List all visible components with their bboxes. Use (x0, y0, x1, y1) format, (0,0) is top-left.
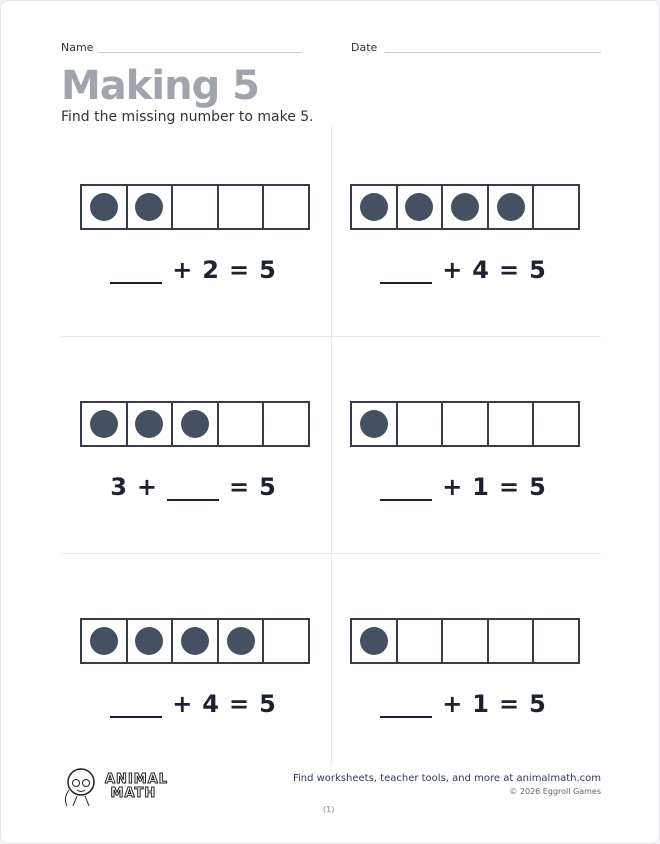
five-frame (350, 184, 580, 230)
frame-cell (173, 620, 219, 662)
page-number: (1) (323, 805, 335, 814)
equation-term: 5 (259, 473, 276, 501)
five-frame (80, 184, 310, 230)
equation-term: 4 (472, 256, 489, 284)
counter-dot (360, 193, 388, 221)
five-frame (350, 401, 580, 447)
animal-math-logo (61, 766, 168, 808)
equation-term: 1 (472, 690, 489, 718)
equation (348, 473, 578, 501)
equation (78, 473, 308, 501)
equation (348, 256, 578, 284)
equation-term: 5 (529, 473, 546, 501)
counter-dot (181, 627, 209, 655)
equation-term: + (136, 473, 157, 501)
answer-blank[interactable] (110, 694, 162, 718)
frame-cell (352, 403, 398, 445)
frame-cell (534, 403, 578, 445)
equation-term: = (499, 690, 520, 718)
answer-blank[interactable] (380, 694, 432, 718)
counter-dot (497, 193, 525, 221)
frame-cell (489, 186, 535, 228)
girl-mascot-icon (61, 766, 101, 808)
frame-cell (489, 403, 535, 445)
counter-dot (451, 193, 479, 221)
equation-term: 4 (202, 690, 219, 718)
counter-dot (135, 627, 163, 655)
frame-cell (173, 403, 219, 445)
frame-cell (264, 186, 308, 228)
equation-term: + (442, 256, 463, 284)
frame-cell (128, 403, 174, 445)
equation-term: = (499, 473, 520, 501)
frame-cell (219, 403, 265, 445)
equation-term: 5 (529, 256, 546, 284)
name-line[interactable] (99, 52, 301, 53)
footer-tagline: Find worksheets, teacher tools, and more at animalmath.com (292, 773, 601, 784)
frame-cell (443, 403, 489, 445)
frame-cell (443, 620, 489, 662)
frame-cell (534, 186, 578, 228)
equation-term: 5 (259, 690, 276, 718)
frame-cell (82, 403, 128, 445)
equation-term: + (172, 690, 193, 718)
frame-cell (219, 620, 265, 662)
vertical-divider (331, 126, 332, 766)
frame-cell (128, 620, 174, 662)
equation-term: + (442, 473, 463, 501)
counter-dot (360, 410, 388, 438)
frame-cell (352, 186, 398, 228)
name-label: Name (61, 41, 94, 54)
equation (78, 256, 308, 284)
counter-dot (90, 627, 118, 655)
counter-dot (135, 410, 163, 438)
equation-term: + (172, 256, 193, 284)
answer-blank[interactable] (167, 477, 219, 501)
equation (348, 690, 578, 718)
logo-text: ANIMAL MATH (105, 772, 169, 801)
frame-cell (489, 620, 535, 662)
equation-term: 2 (202, 256, 219, 284)
date-line[interactable] (385, 52, 601, 53)
equation-term: 5 (259, 256, 276, 284)
equation-term: = (229, 690, 250, 718)
equation-term: 1 (472, 473, 489, 501)
frame-cell (352, 620, 398, 662)
frame-cell (264, 620, 308, 662)
answer-blank[interactable] (380, 260, 432, 284)
equation-term: 5 (529, 690, 546, 718)
five-frame (80, 618, 310, 664)
frame-cell (398, 403, 444, 445)
frame-cell (82, 620, 128, 662)
date-label: Date (351, 41, 378, 54)
five-frame (350, 618, 580, 664)
instructions: Find the missing number to make 5. (61, 109, 314, 125)
answer-blank[interactable] (380, 477, 432, 501)
counter-dot (90, 410, 118, 438)
frame-cell (128, 186, 174, 228)
counter-dot (360, 627, 388, 655)
equation-term: = (229, 256, 250, 284)
five-frame (80, 401, 310, 447)
equation-term: = (499, 256, 520, 284)
frame-cell (173, 186, 219, 228)
frame-cell (219, 186, 265, 228)
equation-term: = (229, 473, 250, 501)
equation (78, 690, 308, 718)
frame-cell (82, 186, 128, 228)
page-title: Making 5 (61, 63, 259, 109)
equation-term: + (442, 690, 463, 718)
equation-term: 3 (110, 473, 127, 501)
horizontal-divider (61, 553, 601, 554)
horizontal-divider (61, 336, 601, 337)
frame-cell (443, 186, 489, 228)
counter-dot (181, 410, 209, 438)
footer-copyright: © 2026 Eggroll Games (509, 787, 601, 796)
counter-dot (90, 193, 118, 221)
frame-cell (264, 403, 308, 445)
counter-dot (405, 193, 433, 221)
frame-cell (398, 186, 444, 228)
counter-dot (135, 193, 163, 221)
counter-dot (227, 627, 255, 655)
frame-cell (534, 620, 578, 662)
frame-cell (398, 620, 444, 662)
answer-blank[interactable] (110, 260, 162, 284)
